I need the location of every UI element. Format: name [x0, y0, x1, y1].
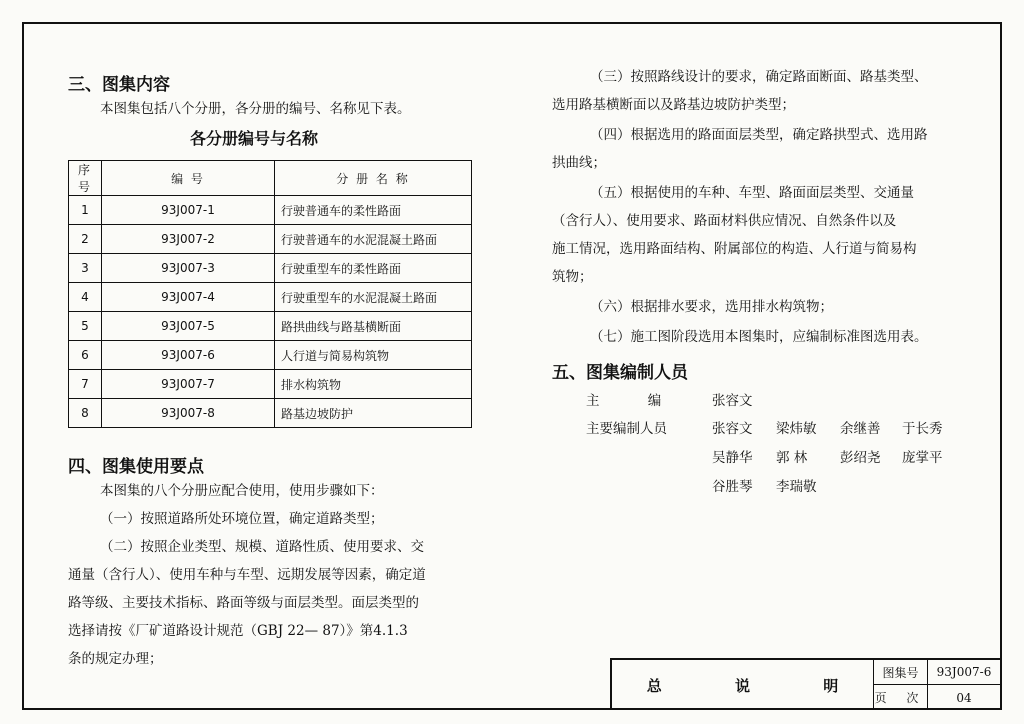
row-name: 路拱曲线与路基横断面 — [275, 312, 472, 341]
chief-editor-label: 主 编 — [586, 393, 684, 409]
header-code: 编 号 — [102, 161, 275, 196]
table-row — [69, 254, 472, 283]
header-name: 分 册 名 称 — [275, 161, 472, 196]
section3-intro: 本图集包括八个分册，各分册的编号、名称见下表。 — [100, 101, 411, 117]
row-code: 93J007-2 — [102, 225, 275, 254]
staff-name: 彭绍尧 — [840, 450, 881, 466]
section4-intro: 本图集的八个分册应配合使用，使用步骤如下： — [100, 483, 384, 499]
table-row — [69, 196, 472, 225]
row-name: 行驶重型车的柔性路面 — [275, 254, 472, 283]
row-name: 人行道与简易构筑物 — [275, 341, 472, 370]
table-row — [69, 370, 472, 399]
row-code: 93J007-3 — [102, 254, 275, 283]
row-code: 93J007-6 — [102, 341, 275, 370]
volumes-table — [68, 160, 472, 428]
table-row — [69, 341, 472, 370]
step2-line: 条的规定办理； — [68, 651, 163, 667]
staff-name: 李瑞敬 — [776, 479, 817, 495]
row-name: 排水构筑物 — [275, 370, 472, 399]
section3-heading: 三、图集内容 — [68, 75, 170, 95]
row-no: 7 — [69, 370, 102, 399]
table-row — [69, 283, 472, 312]
document-title: 总 说 明 — [612, 660, 874, 710]
title-block — [610, 658, 1002, 710]
header-no: 序号 — [69, 161, 102, 196]
staff-name: 梁炜敏 — [776, 421, 817, 437]
table-title: 各分册编号与名称 — [190, 129, 319, 148]
row-code: 93J007-5 — [102, 312, 275, 341]
row-name: 行驶普通车的水泥混凝土路面 — [275, 225, 472, 254]
row-no: 8 — [69, 399, 102, 428]
row-code: 93J007-4 — [102, 283, 275, 312]
step5-line: 筑物； — [552, 269, 593, 285]
row-name: 行驶重型车的水泥混凝土路面 — [275, 283, 472, 312]
table-row — [69, 225, 472, 254]
row-code: 93J007-8 — [102, 399, 275, 428]
staff-name: 庞掌平 — [902, 450, 943, 466]
section5-heading: 五、图集编制人员 — [552, 363, 688, 383]
row-no: 1 — [69, 196, 102, 225]
row-name: 路基边坡防护 — [275, 399, 472, 428]
staff-name: 张容文 — [712, 421, 753, 437]
step1-text: （一）按照道路所处环境位置，确定道路类型； — [100, 511, 384, 527]
atlas-no-label: 图集号 — [874, 660, 928, 685]
row-no: 4 — [69, 283, 102, 312]
staff-name: 吴静华 — [712, 450, 753, 466]
row-no: 5 — [69, 312, 102, 341]
row-name: 行驶普通车的柔性路面 — [275, 196, 472, 225]
step5-line: 施工情况，选用路面结构、附属部位的构造、人行道与简易构 — [552, 241, 917, 257]
step2-line: 选择请按《厂矿道路设计规范（GBJ 22— 87）》第4.1.3 — [68, 623, 408, 639]
table-header-row — [69, 161, 472, 196]
row-no: 2 — [69, 225, 102, 254]
step6-text: （六）根据排水要求，选用排水构筑物； — [590, 299, 833, 315]
atlas-no-value: 93J007-6 — [928, 660, 1000, 685]
row-no: 3 — [69, 254, 102, 283]
step4-line: （四）根据选用的路面面层类型，确定路拱型式、选用路 — [590, 127, 928, 143]
row-code: 93J007-1 — [102, 196, 275, 225]
row-no: 6 — [69, 341, 102, 370]
row-code: 93J007-7 — [102, 370, 275, 399]
page-value: 04 — [956, 690, 972, 705]
step2-line: （二）按照企业类型、规模、道路性质、使用要求、交 — [100, 539, 424, 555]
step2-line: 通量（含行人）、使用车种与车型、远期发展等因素，确定道 — [68, 567, 426, 583]
staff-name: 余继善 — [840, 421, 881, 437]
step3-line: （三）按照路线设计的要求，确定路面断面、路基类型、 — [590, 69, 928, 85]
staff-name: 谷胜琴 — [712, 479, 753, 495]
staff-label: 主要编制人员 — [586, 421, 667, 437]
chief-editor-name: 张容文 — [712, 393, 753, 409]
table-row — [69, 312, 472, 341]
staff-name: 于长秀 — [902, 421, 943, 437]
section4-heading: 四、图集使用要点 — [68, 457, 204, 477]
step4-line: 拱曲线； — [552, 155, 606, 171]
step5-line: （五）根据使用的车种、车型、路面面层类型、交通量 — [590, 185, 914, 201]
staff-name: 郭 林 — [776, 450, 808, 466]
step5-line: （含行人）、使用要求、路面材料供应情况、自然条件以及 — [552, 213, 897, 229]
page-label: 页 次 — [874, 685, 928, 710]
table-row — [69, 399, 472, 428]
step7-text: （七）施工图阶段选用本图集时，应编制标准图选用表。 — [590, 329, 928, 345]
step3-line: 选用路基横断面以及路基边坡防护类型； — [552, 97, 795, 113]
step2-line: 路等级、主要技术指标、路面等级与面层类型。面层类型的 — [68, 595, 419, 611]
